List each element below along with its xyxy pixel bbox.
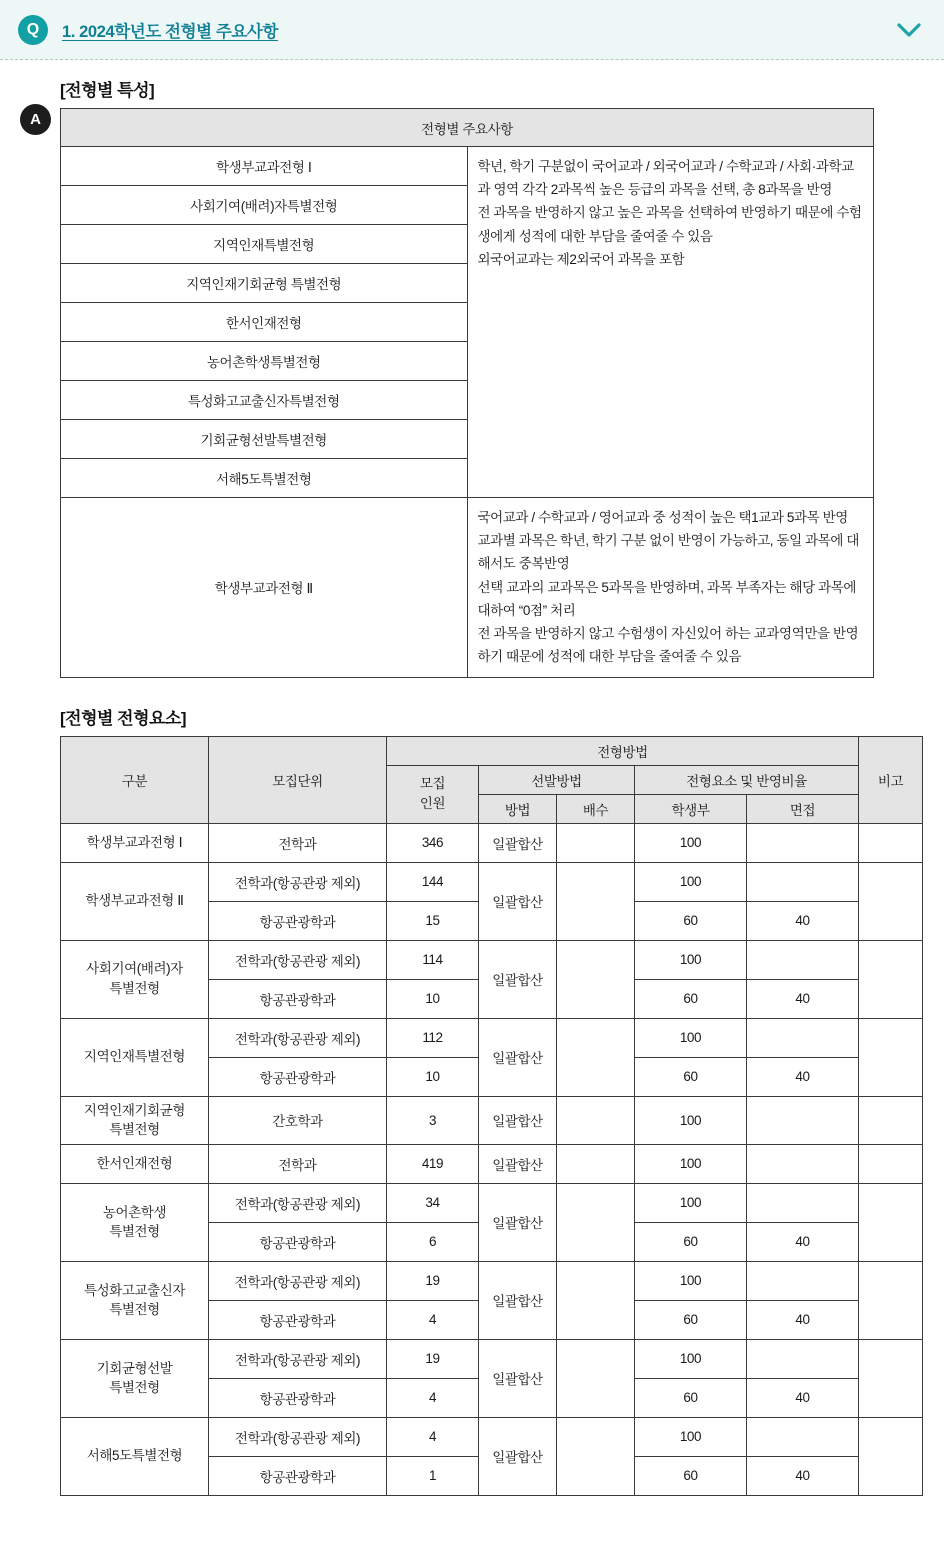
row-note-cell [859,862,923,940]
features-title-row [61,109,874,147]
row-multiple-cell [557,1183,635,1261]
row-unit-cell: 항공관광학과 [209,1456,387,1495]
row-unit-cell: 전학과 [209,823,387,862]
row-method-cell: 일괄합산 [479,823,557,862]
table-row [61,1339,923,1378]
feature-description-line: 전 과목을 반영하지 않고 수험생이 자신있어 하는 교과영역만을 반영하기 때문에 성적에 대한 부담을 줄여줄 수 있음 [477,626,859,665]
table-row [61,1144,923,1183]
row-unit-cell: 전학과 [209,1144,387,1183]
row-school-record-cell: 100 [635,1417,747,1456]
row-method-cell: 일괄합산 [479,1144,557,1183]
row-count-cell: 114 [387,940,479,979]
feature-description-line: 전 과목을 반영하지 않고 높은 과목을 선택하여 반영하기 때문에 수험생에게 성적에 대한 부담을 줄여줄 수 있음 [477,205,862,244]
row-unit-cell: 항공관광학과 [209,1300,387,1339]
table-row [61,823,923,862]
row-interview-cell: 40 [747,1378,859,1417]
features-table-title: 전형별 주요사항 [61,109,874,147]
header-count: 모집 인원 [387,765,479,823]
row-unit-cell: 항공관광학과 [209,979,387,1018]
features-table-wrapper [60,108,920,678]
row-gubun-cell: 기회균형선발 특별전형 [61,1339,209,1417]
header-interview: 면접 [747,794,859,823]
row-count-cell: 4 [387,1417,479,1456]
row-count-cell: 346 [387,823,479,862]
row-method-cell: 일괄합산 [479,1183,557,1261]
header-unit: 모집단위 [209,736,387,823]
row-interview-cell [747,1183,859,1222]
row-unit-cell: 항공관광학과 [209,1057,387,1096]
row-unit-cell: 전학과(항공관광 제외) [209,1417,387,1456]
row-interview-cell [747,862,859,901]
row-unit-cell: 전학과(항공관광 제외) [209,1018,387,1057]
row-interview-cell [747,1144,859,1183]
row-unit-cell: 전학과(항공관광 제외) [209,1261,387,1300]
row-unit-cell: 전학과(항공관광 제외) [209,1183,387,1222]
row-note-cell [859,1096,923,1144]
features-table [60,108,874,678]
row-multiple-cell [557,1144,635,1183]
header-factor-group: 전형요소 및 반영비율 [635,765,859,794]
row-school-record-cell: 100 [635,1144,747,1183]
row-count-cell: 19 [387,1261,479,1300]
section-heading-features: [전형별 특성] [60,81,155,100]
row-unit-cell: 항공관광학과 [209,1378,387,1417]
row-method-cell: 일괄합산 [479,1096,557,1144]
row-count-cell: 10 [387,979,479,1018]
elements-table-wrapper [60,736,920,1496]
row-school-record-cell: 100 [635,1339,747,1378]
elements-table [60,736,923,1496]
row-count-cell: 15 [387,901,479,940]
row-count-cell: 10 [387,1057,479,1096]
row-school-record-cell: 100 [635,862,747,901]
header-multiple: 배수 [557,794,635,823]
row-interview-cell [747,1339,859,1378]
table-row [61,1096,923,1144]
row-note-cell [859,1018,923,1096]
row-interview-cell: 40 [747,901,859,940]
row-gubun-cell: 한서인재전형 [61,1144,209,1183]
feature-description-cell [467,147,874,498]
row-count-cell: 4 [387,1378,479,1417]
feature-name-cell: 기회균형선발특별전형 [61,420,468,459]
row-multiple-cell [557,940,635,1018]
row-interview-cell: 40 [747,1300,859,1339]
section-heading-elements: [전형별 전형요소] [60,708,186,728]
feature-name-cell: 학생부교과전형 Ⅰ [61,147,468,186]
table-row [61,1261,923,1300]
row-school-record-cell: 60 [635,1378,747,1417]
row-multiple-cell [557,823,635,862]
row-gubun-cell: 특성화고교출신자 특별전형 [61,1261,209,1339]
row-school-record-cell: 60 [635,1456,747,1495]
row-count-cell: 4 [387,1300,479,1339]
row-count-cell: 1 [387,1456,479,1495]
row-method-cell: 일괄합산 [479,1018,557,1096]
feature-name-cell: 지역인재특별전형 [61,225,468,264]
row-method-cell: 일괄합산 [479,862,557,940]
row-unit-cell: 전학과(항공관광 제외) [209,940,387,979]
row-gubun-cell: 사회기여(배려)자 특별전형 [61,940,209,1018]
table-row [61,862,923,901]
row-school-record-cell: 100 [635,1096,747,1144]
row-count-cell: 112 [387,1018,479,1057]
elements-header-row-1 [61,736,923,765]
row-interview-cell [747,1018,859,1057]
feature-name-cell: 학생부교과전형 Ⅱ [61,498,468,678]
row-gubun-cell: 학생부교과전형 Ⅱ [61,862,209,940]
header-method-group: 전형방법 [387,736,859,765]
row-multiple-cell [557,1096,635,1144]
feature-description-line: 선택 교과의 교과목은 5과목을 반영하며, 과목 부족자는 해당 과목에 대하여 “0점” 처리 [477,579,857,618]
table-row [61,147,874,186]
row-interview-cell: 40 [747,1456,859,1495]
feature-description-line: 교과별 과목은 학년, 학기 구분 없이 반영이 가능하고, 동일 과목에 대해서도 중복반영 [477,533,860,572]
row-unit-cell: 간호학과 [209,1096,387,1144]
row-gubun-cell: 학생부교과전형 Ⅰ [61,823,209,862]
row-gubun-cell: 지역인재기회균형 특별전형 [61,1096,209,1144]
row-method-cell: 일괄합산 [479,1339,557,1417]
header-school-record: 학생부 [635,794,747,823]
row-interview-cell [747,940,859,979]
feature-name-cell: 농어촌학생특별전형 [61,342,468,381]
row-method-cell: 일괄합산 [479,1417,557,1495]
feature-description-line: 외국어교과는 제2외국어 과목을 포함 [477,251,685,267]
row-school-record-cell: 60 [635,979,747,1018]
row-count-cell: 144 [387,862,479,901]
row-multiple-cell [557,1417,635,1495]
row-count-cell: 3 [387,1096,479,1144]
feature-name-cell: 특성화고교출신자특별전형 [61,381,468,420]
header-note: 비고 [859,736,923,823]
chevron-down-icon[interactable] [896,22,922,38]
faq-question-title[interactable]: 1. 2024학년도 전형별 주요사항 [62,22,279,41]
row-interview-cell [747,823,859,862]
table-row [61,940,923,979]
row-count-cell: 6 [387,1222,479,1261]
table-row [61,1417,923,1456]
row-interview-cell [747,1096,859,1144]
row-gubun-cell: 지역인재특별전형 [61,1018,209,1096]
row-gubun-cell: 서해5도특별전형 [61,1417,209,1495]
row-school-record-cell: 100 [635,823,747,862]
row-note-cell [859,1144,923,1183]
row-school-record-cell: 100 [635,1183,747,1222]
row-method-cell: 일괄합산 [479,1261,557,1339]
row-interview-cell: 40 [747,1222,859,1261]
row-school-record-cell: 100 [635,1018,747,1057]
row-interview-cell [747,1417,859,1456]
row-unit-cell: 항공관광학과 [209,1222,387,1261]
faq-question-header[interactable] [0,0,944,60]
row-interview-cell: 40 [747,1057,859,1096]
row-interview-cell [747,1261,859,1300]
question-badge: Q [18,15,48,45]
row-count-cell: 34 [387,1183,479,1222]
row-note-cell [859,1183,923,1261]
row-school-record-cell: 60 [635,1222,747,1261]
row-note-cell [859,1339,923,1417]
row-multiple-cell [557,1339,635,1417]
row-note-cell [859,823,923,862]
row-multiple-cell [557,862,635,940]
feature-description-line: 학년, 학기 구분없이 국어교과 / 외국어교과 / 수학교과 / 사회·과학교과 영역 각각 2과목씩 높은 등급의 과목을 선택, 총 8과목을 반영 [477,159,854,198]
feature-description-line: 국어교과 / 수학교과 / 영어교과 중 성적이 높은 택1교과 5과목 반영 [477,510,848,525]
table-row [61,1183,923,1222]
row-interview-cell: 40 [747,979,859,1018]
row-multiple-cell [557,1018,635,1096]
feature-name-cell: 지역인재기회균형 특별전형 [61,264,468,303]
header-gubun: 구분 [61,736,209,823]
row-note-cell [859,1417,923,1495]
row-school-record-cell: 60 [635,1057,747,1096]
feature-description-cell [467,498,874,678]
row-school-record-cell: 100 [635,940,747,979]
row-school-record-cell: 100 [635,1261,747,1300]
header-selection-group: 선발방법 [479,765,635,794]
row-note-cell [859,940,923,1018]
row-unit-cell: 전학과(항공관광 제외) [209,1339,387,1378]
feature-name-cell: 사회기여(배려)자특별전형 [61,186,468,225]
table-row [61,498,874,678]
feature-name-cell: 한서인재전형 [61,303,468,342]
feature-name-cell: 서해5도특별전형 [61,459,468,498]
row-unit-cell: 항공관광학과 [209,901,387,940]
row-count-cell: 19 [387,1339,479,1378]
row-school-record-cell: 60 [635,901,747,940]
row-unit-cell: 전학과(항공관광 제외) [209,862,387,901]
row-multiple-cell [557,1261,635,1339]
row-gubun-cell: 농어촌학생 특별전형 [61,1183,209,1261]
row-count-cell: 419 [387,1144,479,1183]
row-note-cell [859,1261,923,1339]
row-school-record-cell: 60 [635,1300,747,1339]
header-method: 방법 [479,794,557,823]
faq-answer-body [0,60,944,1496]
answer-badge: A [20,104,51,135]
row-method-cell: 일괄합산 [479,940,557,1018]
table-row [61,1018,923,1057]
